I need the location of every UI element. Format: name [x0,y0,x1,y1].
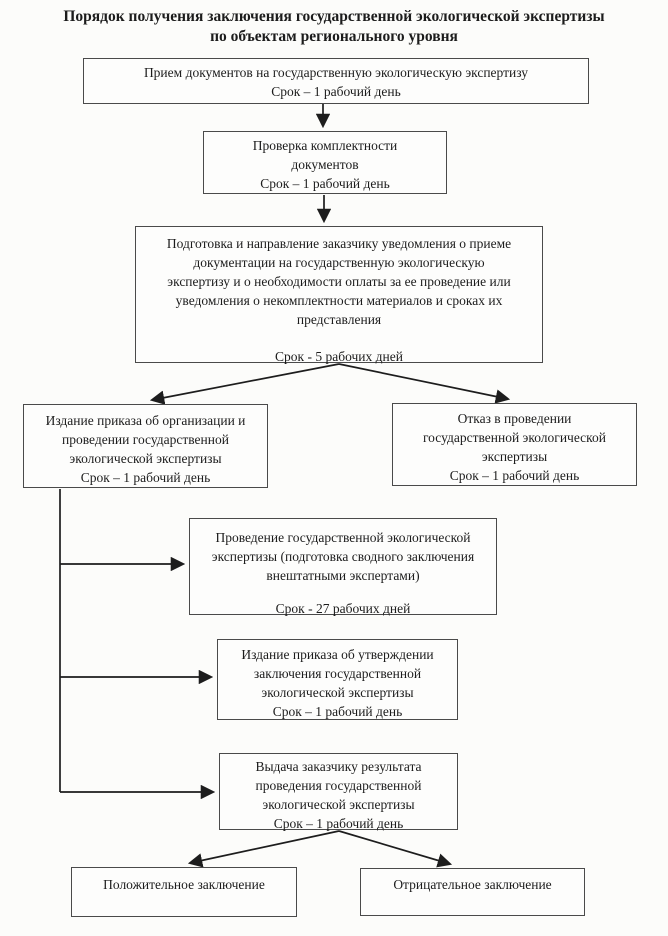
node-text: документации на государственную экологическую [193,255,485,270]
page-title-line1: Порядок получения заключения государственной экологической экспертизы [63,8,605,25]
node-text: экспертизу и о необходимости оплаты за ее проведение или [167,274,511,289]
node-text: экологической экспертизы [261,685,414,700]
node-term: Срок - 5 рабочих дней [275,349,403,364]
node-text: Положительное заключение [103,877,265,892]
node-text: проведения государственной [255,778,422,793]
node-notify-customer [135,226,543,363]
node-conduct-expertise [189,518,497,615]
node-text: Отказ в проведении [457,411,572,426]
node-term: Срок – 1 рабочий день [80,470,211,485]
arrow-notify-to-refusal [339,364,508,399]
node-text: проведении государственной [62,432,229,447]
node-text: заключения государственной [253,666,422,681]
page-title [0,7,668,48]
node-text: Проверка комплектности [252,138,398,153]
arrow-notify-to-order-organize [152,364,339,400]
node-order-approve-conclusion [217,639,458,720]
node-text: экспертизы (подготовка сводного заключения [211,549,475,564]
node-positive-conclusion [71,867,297,917]
node-term: Срок - 27 рабочих дней [275,601,411,616]
node-text: Издание приказа об утверждении [241,647,434,662]
node-text: экспертизы [481,449,548,464]
node-term: Срок – 1 рабочий день [273,816,404,831]
node-term: Срок – 1 рабочий день [449,468,580,483]
node-receive-documents [83,58,589,104]
page-title-line2: по объектам регионального уровня [210,28,458,46]
node-text: документов [291,157,359,172]
node-text: Выдача заказчику результата [255,759,422,774]
node-issue-result [219,753,458,830]
node-negative-conclusion [360,868,585,916]
node-text: Издание приказа об организации и [45,413,246,428]
node-text: государственной экологической [422,430,607,445]
node-refusal-expertise [392,403,637,486]
node-text: экологической экспертизы [69,451,222,466]
arrow-issue-to-positive [190,831,339,863]
node-term: Срок – 1 рабочий день [271,84,401,99]
node-order-organize-expertise [23,404,268,488]
arrow-issue-to-negative [339,831,450,864]
node-term: Срок – 1 рабочий день [260,176,390,191]
node-text: Подготовка и направление заказчику уведомления о приеме [166,236,512,251]
node-text: внештатными экспертами) [266,568,420,583]
node-check-completeness [203,131,447,194]
node-text: представления [296,312,382,327]
node-text: Прием документов на государственную экологическую экспертизу [143,65,529,80]
node-text: Отрицательное заключение [393,877,552,892]
node-text: Проведение государственной экологической [215,530,471,545]
node-text: экологической экспертизы [262,797,415,812]
node-text: уведомления о некомплектности материалов и сроках их [175,293,503,308]
node-term: Срок – 1 рабочий день [272,704,403,719]
